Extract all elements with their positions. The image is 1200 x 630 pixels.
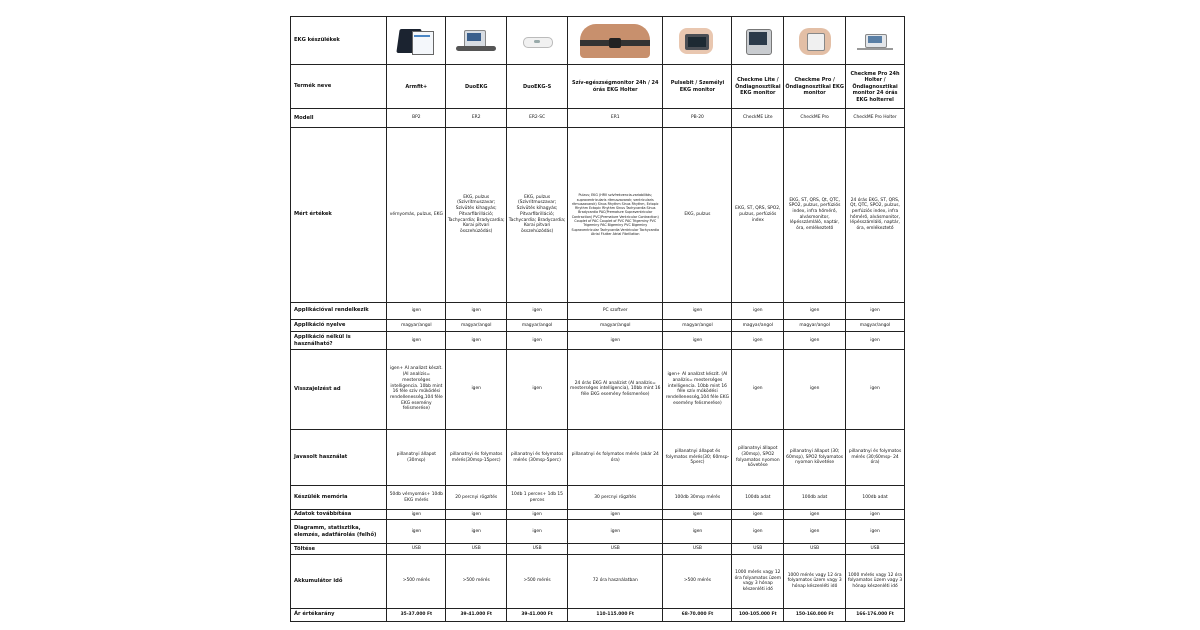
cell-price: 110-115.000 Ft bbox=[568, 608, 663, 621]
cell-usable-without-app: igen bbox=[446, 332, 507, 349]
cell-app-connect: igen bbox=[784, 302, 846, 319]
row-label: Termék neve bbox=[291, 65, 387, 109]
cell-measured: EKG, pulzus (Szívritmuszavar; Szívütés kihagyás; Pitvarfibrilláció; Tachycardia; Bradycardia; Korai pitvari összehúzódás) bbox=[507, 127, 568, 302]
row-label: Applikáció nyelve bbox=[291, 319, 387, 331]
cell-model: ER2 bbox=[446, 109, 507, 127]
cell-feedback: igen bbox=[446, 349, 507, 429]
cell-memory: 100db adat bbox=[784, 486, 846, 510]
row-charging bbox=[291, 543, 905, 554]
cell-usable-without-app: igen bbox=[507, 332, 568, 349]
cell-memory: 20 percnyi rögzítés bbox=[446, 486, 507, 510]
cell-product: Armfit+ bbox=[387, 65, 446, 109]
row-label: Ár értékarány bbox=[291, 608, 387, 621]
row-label: Mért értékek bbox=[291, 127, 387, 302]
cell-usable-without-app: igen bbox=[732, 332, 784, 349]
cell-app-language: magyar/angol bbox=[663, 319, 732, 331]
cell-app-connect: PC szoftver bbox=[568, 302, 663, 319]
cell-memory: 30 percnyi rögzítés bbox=[568, 486, 663, 510]
cell-measured: EKG, pulzus (Szívritmuszavar; Szívütés kihagyás; Pitvarfibrilláció; Tachycardia; Bradycardia; Korai pitvari összehúzódás) bbox=[446, 127, 507, 302]
cell-charging: USB bbox=[568, 543, 663, 554]
row-model bbox=[291, 109, 905, 127]
cell-app-language: magyar/angol bbox=[732, 319, 784, 331]
cell-product: Pulsebit / Személyi EKG monitor bbox=[663, 65, 732, 109]
device-image-cell bbox=[568, 17, 663, 65]
cell-feedback: igen+ AI analízst készít. (AI analízis= mesterséges intelligencia. 10bb mint 16 féle szív működési rendellenesség,104 féle EKG esemény felismerése) bbox=[387, 349, 446, 429]
device-image-cell bbox=[784, 17, 846, 65]
cell-app-language: magyar/angol bbox=[387, 319, 446, 331]
cell-memory: 100db adat bbox=[846, 486, 905, 510]
cell-product: Szív-egészségmonitor 24h / 24 órás EKG Holter bbox=[568, 65, 663, 109]
device-image-cell bbox=[507, 17, 568, 65]
row-app-connect bbox=[291, 302, 905, 319]
cell-model: CheckME Lite bbox=[732, 109, 784, 127]
ekg-pill-device-icon bbox=[515, 26, 559, 56]
cell-price: 150-160.000 Ft bbox=[784, 608, 846, 621]
cell-diagram: igen bbox=[846, 520, 905, 544]
chest-strap-holter-icon bbox=[580, 24, 650, 58]
row-label: Visszajelzést ad bbox=[291, 349, 387, 429]
row-product bbox=[291, 65, 905, 109]
cell-diagram: igen bbox=[784, 520, 846, 544]
cell-recommended-use: pillanatnyi állapot és folymatos mérés(30; 60msp-5perc) bbox=[663, 429, 732, 485]
cell-usable-without-app: igen bbox=[568, 332, 663, 349]
cell-app-connect: igen bbox=[663, 302, 732, 319]
row-label: Applikációval rendelkezik bbox=[291, 302, 387, 319]
row-measured bbox=[291, 127, 905, 302]
cell-charging: USB bbox=[663, 543, 732, 554]
cell-recommended-use: pillanatnyi állapot (30msp), SPO2 folyamatos nyomon követése bbox=[732, 429, 784, 485]
handheld-ekg-monitor-icon bbox=[675, 26, 719, 56]
checkme-pro-icon bbox=[793, 26, 837, 56]
cell-product: Checkme Pro 24h Holter / Öndiagnosztikai monitor 24 órás EKG holterrel bbox=[846, 65, 905, 109]
row-price bbox=[291, 608, 905, 621]
cell-battery: >500 mérés bbox=[507, 555, 568, 608]
checkme-lite-icon bbox=[736, 26, 780, 56]
cell-memory: 100db adat bbox=[732, 486, 784, 510]
cell-app-language: magyar/angol bbox=[846, 319, 905, 331]
cell-diagram: igen bbox=[387, 520, 446, 544]
cell-model: ER1 bbox=[568, 109, 663, 127]
cell-measured: EKG, pulzus bbox=[663, 127, 732, 302]
device-image-cell bbox=[732, 17, 784, 65]
cell-battery: >500 mérés bbox=[663, 555, 732, 608]
cell-measured: Pulzus; EKG (HRV szívfrekvencia-variabilitás; supraventricularis ritmuszavarok; ventricularis ritmuszavarok) Sinus Rhythm Sinus Rhythm, Ectopic Rhythm Ectopic Rhythm Sinus Tachycardia Sinus Bradycardia PAC(Premature Supraventricular Contraction) PVC(Premature Ventricular Contraction) Couplet of PAC Couplet of PVC PAC Trigeminy PVC Trigeminy PAC Bigeminy PVC Bigeminy Supraventricular Tachycardia Ventricular Tachycardia Atrial Flutter Atrial Fibrillation bbox=[568, 127, 663, 302]
cell-model: CheckME Pro Holter bbox=[846, 109, 905, 127]
cell-price: 166-176.000 Ft bbox=[846, 608, 905, 621]
cell-feedback: igen bbox=[784, 349, 846, 429]
cell-data-forwarding: igen bbox=[784, 509, 846, 519]
cell-price: 35-37.000 Ft bbox=[387, 608, 446, 621]
cell-battery: >500 mérés bbox=[387, 555, 446, 608]
cell-recommended-use: pillanatnyi állapot (30; 60msp), SPO2 folyamatos nyomon követése bbox=[784, 429, 846, 485]
row-diagram bbox=[291, 520, 905, 544]
cell-memory: 10db 1 perces+ 1db 15 perces bbox=[507, 486, 568, 510]
cell-product: DuoEKG-S bbox=[507, 65, 568, 109]
cell-model: BP2 bbox=[387, 109, 446, 127]
cell-data-forwarding: igen bbox=[446, 509, 507, 519]
row-devices bbox=[291, 17, 905, 65]
cell-product: Checkme Lite / Öndiagnosztikai EKG monitor bbox=[732, 65, 784, 109]
row-feedback bbox=[291, 349, 905, 429]
cell-recommended-use: pillanatnyi és folymatos mérés (30msp-5perc) bbox=[507, 429, 568, 485]
cell-price: 39-41.000 Ft bbox=[507, 608, 568, 621]
cell-app-connect: igen bbox=[387, 302, 446, 319]
cell-price: 68-70.000 Ft bbox=[663, 608, 732, 621]
cell-model: ER2-SC bbox=[507, 109, 568, 127]
cell-app-language: magyar/angol bbox=[446, 319, 507, 331]
cell-diagram: igen bbox=[507, 520, 568, 544]
cell-usable-without-app: igen bbox=[846, 332, 905, 349]
cell-app-connect: igen bbox=[507, 302, 568, 319]
cell-measured: EKG, ST, QRS, SPO2, pulzus, perfúziós index bbox=[732, 127, 784, 302]
row-label: Modell bbox=[291, 109, 387, 127]
device-image-cell bbox=[846, 17, 905, 65]
cell-recommended-use: pillanatnyi és folymatos mérés (akár 24 óra) bbox=[568, 429, 663, 485]
cell-feedback: igen bbox=[732, 349, 784, 429]
row-label: EKG készülékek bbox=[291, 17, 387, 65]
cell-charging: USB bbox=[446, 543, 507, 554]
cell-app-connect: igen bbox=[732, 302, 784, 319]
cell-battery: 1000 mérés vagy 12 óra folyamatos üzem vagy 3 hónap készenléti idő bbox=[784, 555, 846, 608]
device-image-cell bbox=[387, 17, 446, 65]
cell-charging: USB bbox=[732, 543, 784, 554]
cell-charging: USB bbox=[784, 543, 846, 554]
cell-feedback: 24 órás EKG AI analízist (AI analízis= mesterséges intelligencia), 10bb mint 16 féle EKG esemény felismerése) bbox=[568, 349, 663, 429]
cell-recommended-use: pillanatnyi és folymatos mérés (30;60msp- 24 óra) bbox=[846, 429, 905, 485]
cell-product: Checkme Pro / Öndiagnosztikai EKG monitor bbox=[784, 65, 846, 109]
cell-app-language: magyar/angol bbox=[784, 319, 846, 331]
row-label: Diagramm, statisztika, elemzés, adatfárolás (felhő) bbox=[291, 520, 387, 544]
cell-battery: 1000 mérés vagy 12 óra folyamatos üzem vagy 3 hónap készenléti idő bbox=[732, 555, 784, 608]
row-usable-without-app bbox=[291, 332, 905, 349]
cell-data-forwarding: igen bbox=[846, 509, 905, 519]
row-app-language bbox=[291, 319, 905, 331]
row-memory bbox=[291, 486, 905, 510]
cell-charging: USB bbox=[387, 543, 446, 554]
cell-recommended-use: pillanatnyi és folymatos mérés(30msp-15perc) bbox=[446, 429, 507, 485]
cell-measured: EKG, ST, QRS, Qt, QTC, SPO2, pulzus, perfúziós index, infra hőmérő, alvásmonitor, lépésszámláló, naptár, óra, emlékeztető bbox=[784, 127, 846, 302]
cell-memory: 100db 30msp mérés bbox=[663, 486, 732, 510]
cell-app-language: magyar/angol bbox=[568, 319, 663, 331]
cell-charging: USB bbox=[846, 543, 905, 554]
cell-app-connect: igen bbox=[446, 302, 507, 319]
cell-usable-without-app: igen bbox=[387, 332, 446, 349]
row-label: Adatok továbbítása bbox=[291, 509, 387, 519]
checkme-pro-holter-icon bbox=[853, 26, 897, 56]
cell-diagram: igen bbox=[568, 520, 663, 544]
cell-app-connect: igen bbox=[846, 302, 905, 319]
cell-model: CheckME Pro bbox=[784, 109, 846, 127]
cell-app-language: magyar/angol bbox=[507, 319, 568, 331]
cell-price: 100-105.000 Ft bbox=[732, 608, 784, 621]
cell-price: 39-41.000 Ft bbox=[446, 608, 507, 621]
cell-feedback: igen+ AI analízst készít. (AI analízis= mesterséges intelligencia. 10bb mint 16 féle szív működési rendellenesség,104 féle EKG esemény felismerése) bbox=[663, 349, 732, 429]
cell-data-forwarding: igen bbox=[663, 509, 732, 519]
cell-battery: >500 mérés bbox=[446, 555, 507, 608]
ekg-comparison-table bbox=[290, 16, 905, 622]
cell-feedback: igen bbox=[846, 349, 905, 429]
row-label: Készülék memória bbox=[291, 486, 387, 510]
cell-data-forwarding: igen bbox=[732, 509, 784, 519]
ekg-tablet-device-icon bbox=[394, 26, 438, 56]
cell-data-forwarding: igen bbox=[568, 509, 663, 519]
cell-memory: 50db vérnyomás+ 10db EKG mérés bbox=[387, 486, 446, 510]
cell-battery: 72 óra használatban bbox=[568, 555, 663, 608]
row-data-forwarding bbox=[291, 509, 905, 519]
cell-measured: vérnyomás, pulzus, EKG bbox=[387, 127, 446, 302]
cell-usable-without-app: igen bbox=[663, 332, 732, 349]
cell-usable-without-app: igen bbox=[784, 332, 846, 349]
device-image-cell bbox=[446, 17, 507, 65]
cell-feedback: igen bbox=[507, 349, 568, 429]
cell-data-forwarding: igen bbox=[387, 509, 446, 519]
cell-model: PB-20 bbox=[663, 109, 732, 127]
device-image-cell bbox=[663, 17, 732, 65]
row-battery bbox=[291, 555, 905, 608]
cell-charging: USB bbox=[507, 543, 568, 554]
row-recommended-use bbox=[291, 429, 905, 485]
cell-data-forwarding: igen bbox=[507, 509, 568, 519]
row-label: Töltése bbox=[291, 543, 387, 554]
cell-battery: 1000 mérés vagy 12 óra folyamatos üzem vagy 3 hónap készenléti idő bbox=[846, 555, 905, 608]
ekg-belt-device-icon bbox=[454, 26, 498, 56]
row-label: Akkumulátor idő bbox=[291, 555, 387, 608]
cell-diagram: igen bbox=[663, 520, 732, 544]
cell-recommended-use: pillanatnyi állapot (30msp) bbox=[387, 429, 446, 485]
cell-diagram: igen bbox=[732, 520, 784, 544]
row-label: Applikáció nélkül is használható? bbox=[291, 332, 387, 349]
cell-product: DuoEKG bbox=[446, 65, 507, 109]
cell-diagram: igen bbox=[446, 520, 507, 544]
row-label: Javasolt használat bbox=[291, 429, 387, 485]
cell-measured: 24 órás EKG, ST, QRS, Qt, QTC, SPO2, pulzus, perfúziós index, infra hőmérő, alvásmonitor, lépésszámláló, naptár, óra, emlékeztető bbox=[846, 127, 905, 302]
